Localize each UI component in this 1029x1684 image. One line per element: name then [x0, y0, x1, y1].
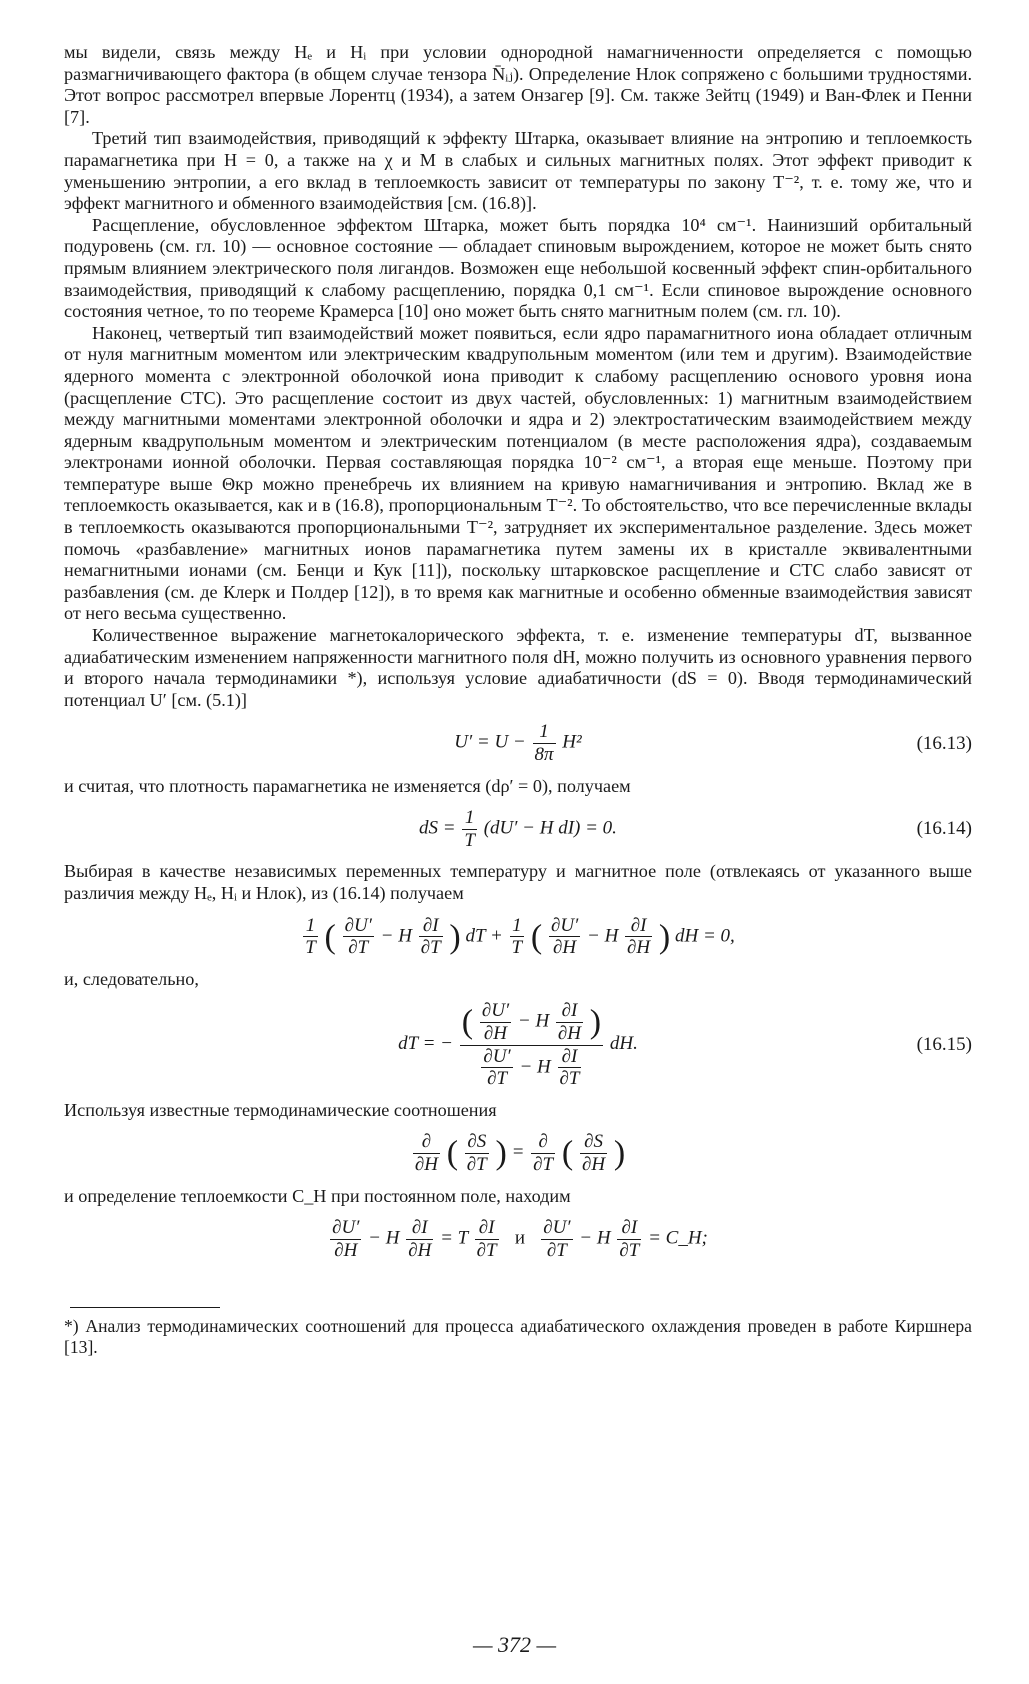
fraction: $\frac{1}{8\pi}$: [534, 721, 554, 765]
equation-number: (16.15): [916, 1034, 972, 1056]
eq-rhs: (dU′ − H dI) = 0.: [483, 817, 617, 839]
eq-lhs: U′ = U −: [454, 731, 526, 753]
fraction: $\frac{1}{T}$: [464, 807, 475, 851]
equation-16-15: dT = − ( $\frac{\partial U'}{\partial H}$ − H $\frac{\partial I}{\partial H}$ ) $\frac{\partial U'}{\partial T}$ − H $\frac{\partial I}{\partial T}$ dH. (16.15): [398, 1000, 972, 1090]
footnote-rule: [70, 1307, 220, 1308]
paragraph: Наконец, четвертый тип взаимодействий может появиться, если ядро парамагнитного иона обладает отличным от нуля магнитным моментом или электрическим квадрупольным моментом (или тем и другим). Взаимодействие ядерного момента с электронной оболочкой иона приводит к слабому расщеплению основого уровня иона (расщепление СТС). Это расщепление состоит из двух частей, обусловленных: 1) магнитным взаимодействием между магнитными моментами электронной оболочки и ядра и 2) электростатическим взаимодействием между ядерным квадрупольным моментом и электрическим потенциалом (в месте расположения ядра), создаваемым электронами ионной оболочки. Первая составляющая порядка 10⁻² см⁻¹, а вторая еще меньше. Поэтому при температуре выше Θкр можно пренебречь их влиянием на кривую намагничивания и энтропию. Вклад же в теплоемкость оказывается, как и в (16.8), пропорциональным T⁻². То обстоятельство, что все перечисленные вклады в теплоемкость оказываются пропорциональными T⁻², затрудняет их экспериментальное разделение. Здесь может помочь «разбавление» магнитных ионов парамагнетика путем замены их в кристалле эквивалентными немагнитными ионами (см. Бенци и Кук [11]), поскольку штарковское расщепление и СТС слабо зависят от разбавления (см. де Клерк и Полдер [12]), в то время как магнитные и особенно обменные взаимодействия зависят от него весьма существенно.: [64, 322, 972, 624]
paragraph: Используя известные термодинамические соотношения: [64, 1099, 497, 1120]
equation-16-14: [64, 807, 972, 851]
paragraph: Выбирая в качестве независимых переменных температуру и магнитное поле (отвлекаясь от указанного выше различия между Hₑ, Hᵢ и Hлок), из (16.14) получаем: [64, 861, 972, 903]
paragraph: мы видели, связь между Hₑ и Hᵢ при условии однородной намагниченности определяется с помощью размагничивающего фактора (в общем случае тензора N̄ᵢⱼ). Определение Hлок сопряжено с большими трудностями. Этот вопрос рассмотрел впервые Лорентц (1934), а затем Онзагер [9]. См. также Зейтц (1949) и Ван-Флек и Пенни [7].: [64, 42, 972, 127]
equation-heat-capacity: $\frac{\partial U'}{\partial H}$ − H $\frac{\partial I}{\partial H}$ = T $\frac{\partial I}{\partial T}$ и $\frac{\partial U'}{\partial T}$ − H $\frac{\partial I}{\partial T}$ = C_H;: [332, 1217, 708, 1261]
equation-maxwell: $\frac{\partial}{\partial H}$ ( $\frac{\partial S}{\partial T}$ ) = $\frac{\partial}{\partial T}$ ( $\frac{\partial S}{\partial H}$ ): [414, 1131, 626, 1175]
equation-number: (16.14): [916, 818, 972, 840]
paragraph: и определение теплоемкости C_H при постоянном поле, находим: [64, 1185, 571, 1206]
equation-number: (16.13): [916, 732, 972, 754]
fraction: ( $\frac{\partial U'}{\partial H}$ − H $\frac{\partial I}{\partial H}$ ) $\frac{\partial U'}{\partial T}$ − H $\frac{\partial I}{\partial T}$: [461, 1000, 602, 1090]
eq-lhs: dS =: [419, 817, 456, 839]
paragraph: Количественное выражение магнетокалорического эффекта, т. е. изменение температуры dT, вызванное адиабатическим изменением напряженности магнитного поля dH, можно получить из основного уравнения первого и второго начала термодинамики *), используя условие адиабатичности (dS = 0). Вводя термодинамический потенциал U′ [см. (5.1)]: [64, 625, 972, 710]
page-number: — 372 —: [472, 1632, 557, 1657]
page-content: [64, 42, 972, 1358]
paragraph: Третий тип взаимодействия, приводящий к эффекту Штарка, оказывает влияние на энтропию и теплоемкость парамагнетика при H = 0, а также на χ и M в слабых и сильных магнитных полях. Этот эффект приводит к уменьшению энтропии, а его вклад в теплоемкость зависит от температуры по закону T⁻², т. е. тому же, что и эффект магнитного и обменного взаимодействия [см. (16.8)].: [64, 128, 972, 214]
equation-differential: $\frac{1}{T}$ ( $\frac{\partial U'}{\partial T}$ − H $\frac{\partial I}{\partial T}$ ) dT + $\frac{1}{T}$ ( $\frac{\partial U'}{\partial H}$ − H $\frac{\partial I}{\partial H}$ ) dH = 0,: [305, 914, 735, 959]
eq-rhs: H²: [562, 731, 582, 753]
equation-16-13: [64, 721, 972, 765]
footnote: *) Анализ термодинамических соотношений для процесса адиабатического охлаждения проведен в работе Киршнера [13].: [64, 1316, 972, 1358]
paragraph: и считая, что плотность парамагнетика не изменяется (dρ′ = 0), получаем: [64, 775, 631, 796]
paragraph: Расщепление, обусловленное эффектом Штарка, может быть порядка 10⁴ см⁻¹. Наинизший орбитальный подуровень (см. гл. 10) — основное состояние — обладает спиновым вырождением, которое не может быть снято прямым влиянием электрического поля лигандов. Возможен еще небольшой косвенный эффект спин-орбитального взаимодействия, приводящий к слабому расщеплению, порядка 0,1 см⁻¹. Если спиновое вырождение основного состояния четное, то по теореме Крамерса [10] оно может быть снято магнитным полем (см. гл. 10).: [64, 214, 972, 322]
paragraph: и, следовательно,: [64, 968, 199, 989]
